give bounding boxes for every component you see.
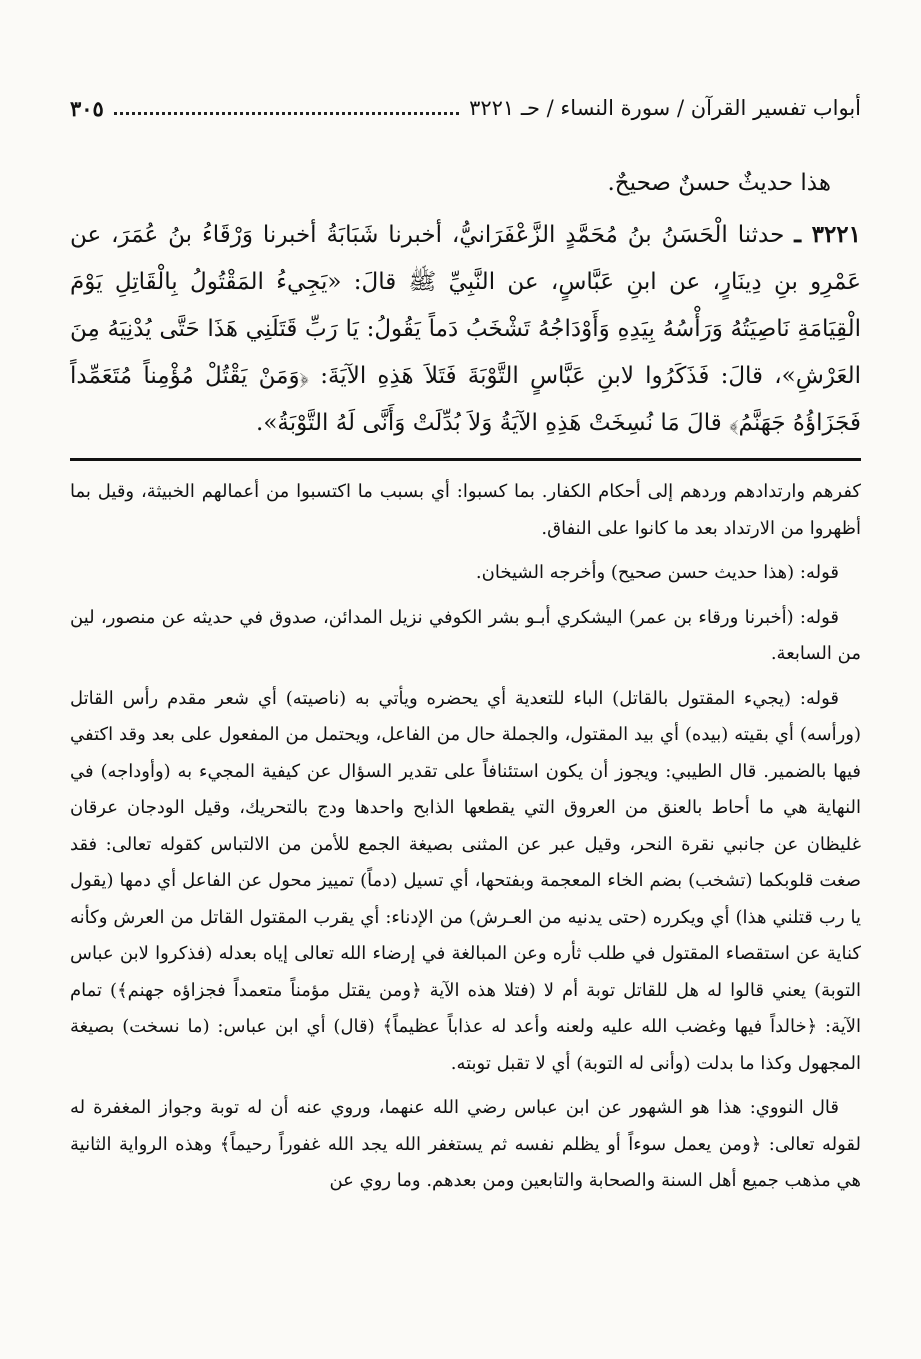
hadith-paragraph bbox=[70, 211, 861, 447]
header-title: أبواب تفسير القرآن / سورة النساء / حـ ٣٢٢١ bbox=[469, 96, 861, 120]
book-page bbox=[70, 0, 861, 1359]
hadith-text-block bbox=[70, 160, 861, 447]
hadith-number: ٣٢٢١ ـ bbox=[794, 221, 862, 248]
page-number: ٣٠٥ bbox=[70, 95, 104, 121]
commentary-paragraph: كفرهم وارتدادهم وردهم إلى أحكام الكفار. بما كسبوا: أي بسبب ما اكتسبوا من أعمالهم الخبيثة، وقيل بما أظهروا من الارتداد بعد ما كانوا على النفاق. bbox=[70, 481, 861, 539]
commentary-block bbox=[70, 474, 861, 1208]
commentary-paragraph: قوله: (أخبرنا ورقاء بن عمر) اليشكري أبـو بشر الكوفي نزيل المدائن، صدوق في حديثه عن منصور، لين من السابعة. bbox=[70, 606, 861, 664]
hadith-body: حدثنا الْحَسَنُ بنُ مُحَمَّدٍ الزَّعْفَرَانيُّ، أخبرنا شَبَابَةُ أخبرنا وَرْقَاءُ بنُ عُمَرَ، عن عَمْرِو بنِ دِينَارٍ، عن ابنِ عَبَّاسٍ، عن النَّبِيِّ ﷺ قالَ: «يَجِيءُ المَقْتُولُ بِالْقَاتِلِ يَوْمَ الْقِيَامَةِ نَاصِيَتُهُ وَرَأْسُهُ بِيَدِهِ وَأَوْدَاجُهُ تَشْخَبُ دَماً يَقُولُ: يَا رَبِّ قَتَلَنِي هَذَا حَتَّى يُدْنِيَهُ مِنَ العَرْشِ»، قالَ: فَذَكَرُوا لابنِ عَبَّاسٍ التَّوْبَةَ فَتَلاَ هَذِهِ الآيَةَ: ﴿وَمَنْ يَقْتُلْ مُؤْمِناً مُتَعَمِّداً فَجَزَاؤُهُ جَهَنَّمُ﴾ قالَ مَا نُسِخَتْ هَذِهِ الآيَةُ وَلاَ بُدِّلَتْ وَأَنَّى لَهُ التَّوْبَةُ». bbox=[70, 222, 861, 436]
commentary-paragraph: قال النووي: هذا هو الشهور عن ابن عباس رضي الله عنهما، وروي عنه أن له توبة وجواز المغفرة له لقوله تعالى: ﴿ومن يعمل سوءاً أو يظلم نفسه ثم يستغفر الله يجد الله غفوراً رحيماً﴾ وهذه الرواية الثانية هي مذهب جميع أهل السنة والصحابة والتابعين ومن بعدهم. وما روي عن bbox=[70, 1097, 861, 1191]
footnote-divider bbox=[70, 458, 861, 461]
commentary-paragraph: قوله: (هذا حديث حسن صحيح) وأخرجه الشيخان. bbox=[475, 562, 839, 583]
hadith-grade: هذا حديثٌ حسنٌ صحيحٌ. bbox=[607, 170, 831, 196]
running-header bbox=[70, 90, 861, 126]
leader-dots bbox=[114, 102, 459, 115]
commentary-paragraph: قوله: (يجيء المقتول بالقاتل) الباء للتعدية أي يحضره ويأتي به (ناصيته) أي شعر مقدم رأس القاتل (ورأسه) أي بقيته (بيده) أي بيد المقتول، والجملة حال من الفاعل، ويحتمل من المفعول على بعد وقد اكتفي فيها بالضمير. قال الطيبي: ويجوز أن يكون استئنافاً على تقدير السؤال عن كيفية المجيء به (وأوداجه) في النهاية هي ما أحاط بالعنق من العروق التي يقطعها الذابح واحدها ودج بالتحريك، وقيل الودجان عرقان غليظان عن جانبي نقرة النحر، وقيل عبر عن المثنى بصيغة الجمع للأمن من الالتباس كقوله تعالى: فقد صغت قلوبكما (تشخب) بضم الخاء المعجمة وبفتحها، أي تسيل (دماً) تمييز محول عن الفاعل أي دمها (يقول يا رب قتلني هذا) أي ويكرره (حتى يدنيه من العـرش) من الإدناء: أي يقرب المقتول القاتل من العرش وكأنه كناية عن استقصاء المقتول في طلب ثأره وعن المبالغة في إرضاء الله تعالى إياه بعدله (فذكروا لابن عباس التوبة) يعني قالوا له هل للقاتل توبة أم لا (فتلا هذه الآية ﴿ومن يقتل مؤمناً متعمداً فجزاؤه جهنم﴾) تمام الآية: ﴿خالداً فيها وغضب الله عليه ولعنه وأعد له عذاباً عظيماً﴾ (قال) أي ابن عباس: (ما نسخت) بصيغة المجهول وكذا ما بدلت (وأنى له التوبة) أي لا تقبل توبته. bbox=[70, 687, 861, 1074]
